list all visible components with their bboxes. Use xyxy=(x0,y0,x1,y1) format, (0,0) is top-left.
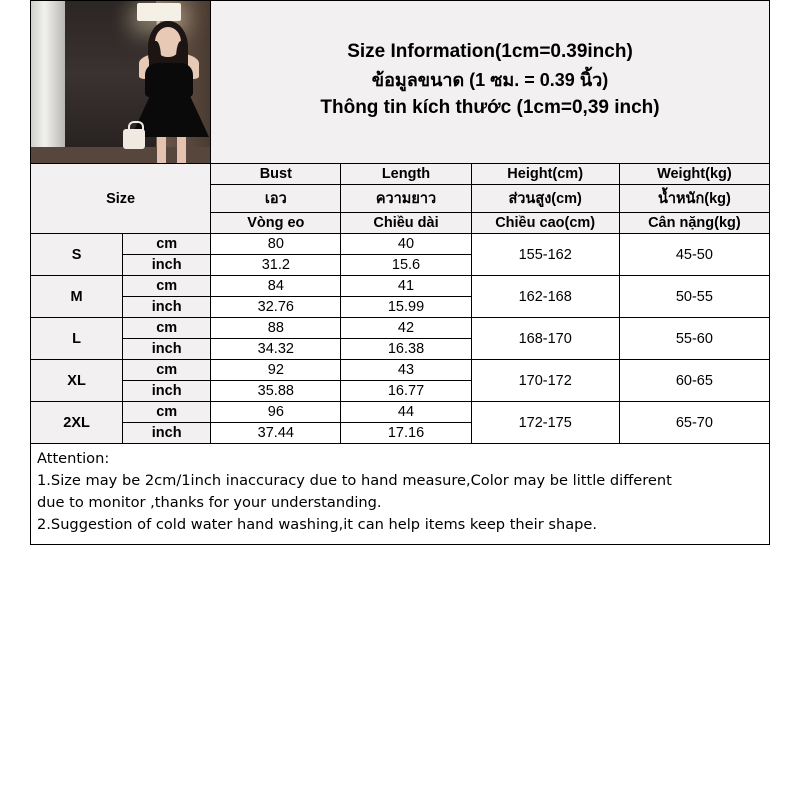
cell-bust-inch: 35.88 xyxy=(211,381,341,402)
row-unit-inch: inch xyxy=(123,339,211,360)
cell-weight: 55-60 xyxy=(619,318,769,360)
photo-lamp-icon xyxy=(137,3,181,21)
row-unit-cm: cm xyxy=(123,360,211,381)
model-leg-left xyxy=(157,135,166,163)
row-unit-cm: cm xyxy=(123,402,211,423)
cell-weight: 45-50 xyxy=(619,234,769,276)
cell-bust-cm: 84 xyxy=(211,276,341,297)
cell-length-inch: 17.16 xyxy=(341,423,471,444)
cell-bust-cm: 80 xyxy=(211,234,341,255)
cell-weight: 65-70 xyxy=(619,402,769,444)
header-length-vi: Chiều dài xyxy=(341,213,471,234)
cell-weight: 60-65 xyxy=(619,360,769,402)
header-band xyxy=(30,0,770,163)
photo-curtain xyxy=(31,1,65,163)
row-unit-cm: cm xyxy=(123,276,211,297)
attention-line-2: due to monitor ,thanks for your understanding. xyxy=(37,493,382,511)
cell-height: 168-170 xyxy=(471,318,619,360)
header-length-en: Length xyxy=(341,164,471,185)
table-row xyxy=(31,402,770,423)
cell-length-inch: 16.77 xyxy=(341,381,471,402)
cell-length-cm: 43 xyxy=(341,360,471,381)
header-height-en: Height(cm) xyxy=(471,164,619,185)
header-weight-vi: Cân nặng(kg) xyxy=(619,213,769,234)
cell-bust-cm: 88 xyxy=(211,318,341,339)
handbag-icon xyxy=(123,129,145,149)
size-table xyxy=(30,163,770,444)
cell-weight: 50-55 xyxy=(619,276,769,318)
attention-block xyxy=(30,444,770,545)
cell-bust-inch: 31.2 xyxy=(211,255,341,276)
row-unit-cm: cm xyxy=(123,234,211,255)
title-vietnamese: Thông tin kích thước (1cm=0,39 inch) xyxy=(320,97,660,119)
row-size-label: M xyxy=(31,276,123,318)
attention-line-1: 1.Size may be 2cm/1inch inaccuracy due to hand measure,Color may be little different xyxy=(37,471,672,489)
product-photo xyxy=(31,1,211,163)
cell-height: 155-162 xyxy=(471,234,619,276)
cell-length-inch: 15.6 xyxy=(341,255,471,276)
row-size-label: L xyxy=(31,318,123,360)
cell-length-inch: 15.99 xyxy=(341,297,471,318)
table-row xyxy=(31,360,770,381)
table-header-row-en xyxy=(31,164,770,185)
cell-bust-inch: 37.44 xyxy=(211,423,341,444)
cell-length-cm: 40 xyxy=(341,234,471,255)
header-weight-th: น้ำหนัก(kg) xyxy=(619,185,769,213)
table-row xyxy=(31,318,770,339)
title-thai: ข้อมูลขนาด (1 ซม. = 0.39 นิ้ว) xyxy=(371,69,609,90)
cell-height: 170-172 xyxy=(471,360,619,402)
model-leg-right xyxy=(177,135,186,163)
cell-length-inch: 16.38 xyxy=(341,339,471,360)
row-unit-inch: inch xyxy=(123,381,211,402)
cell-bust-cm: 92 xyxy=(211,360,341,381)
header-length-th: ความยาว xyxy=(341,185,471,213)
cell-length-cm: 41 xyxy=(341,276,471,297)
row-size-label: S xyxy=(31,234,123,276)
row-unit-cm: cm xyxy=(123,318,211,339)
row-size-label: XL xyxy=(31,360,123,402)
title-english: Size Information(1cm=0.39inch) xyxy=(347,41,633,63)
cell-bust-cm: 96 xyxy=(211,402,341,423)
header-bust-en: Bust xyxy=(211,164,341,185)
cell-length-cm: 42 xyxy=(341,318,471,339)
title-block xyxy=(211,1,769,163)
model-dress-top xyxy=(145,63,193,97)
cell-height: 162-168 xyxy=(471,276,619,318)
table-row xyxy=(31,234,770,255)
attention-heading: Attention: xyxy=(37,450,110,467)
cell-bust-inch: 34.32 xyxy=(211,339,341,360)
cell-height: 172-175 xyxy=(471,402,619,444)
cell-bust-inch: 32.76 xyxy=(211,297,341,318)
header-bust-th: เอว xyxy=(211,185,341,213)
header-height-vi: Chiều cao(cm) xyxy=(471,213,619,234)
header-weight-en: Weight(kg) xyxy=(619,164,769,185)
table-row xyxy=(31,276,770,297)
row-unit-inch: inch xyxy=(123,297,211,318)
size-header-cell: Size xyxy=(31,164,211,234)
header-height-th: ส่วนสูง(cm) xyxy=(471,185,619,213)
row-size-label: 2XL xyxy=(31,402,123,444)
attention-line-3: 2.Suggestion of cold water hand washing,it can help items keep their shape. xyxy=(37,515,598,533)
cell-length-cm: 44 xyxy=(341,402,471,423)
row-unit-inch: inch xyxy=(123,255,211,276)
header-bust-vi: Vòng eo xyxy=(211,213,341,234)
row-unit-inch: inch xyxy=(123,423,211,444)
